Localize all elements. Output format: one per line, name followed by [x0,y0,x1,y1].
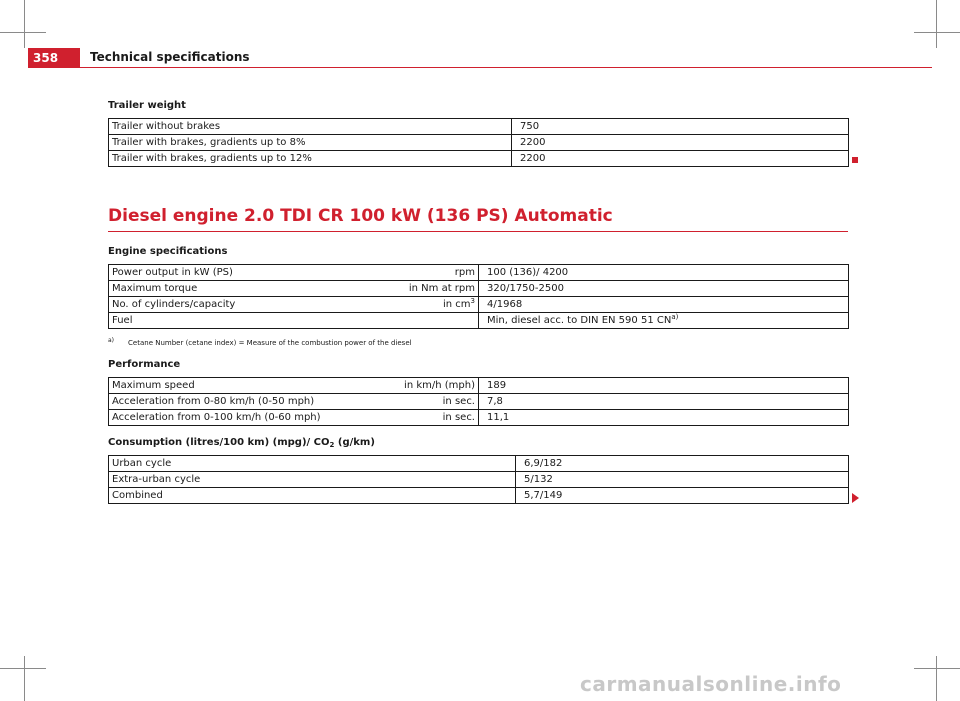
row-name: Fuel [112,315,133,326]
row-value: 7,8 [479,394,849,410]
trailer-weight-table [108,118,849,167]
row-value: 11,1 [479,410,849,426]
engine-heading: Diesel engine 2.0 TDI CR 100 kW (136 PS) Automatic [108,206,613,226]
table-row [109,472,849,488]
engine-specifications-table [108,264,849,329]
table-row [109,410,849,426]
table-row [109,394,849,410]
table-row [109,151,849,167]
trailer-weight-label: Trailer weight [108,100,186,111]
page-header-title: Technical specifications [90,50,250,64]
table-row [109,313,849,329]
row-value: 750 [512,119,849,135]
section-end-marker [852,157,858,163]
crop-mark [914,32,960,33]
row-name: Trailer with brakes, gradients up to 8% [109,135,512,151]
crop-mark [936,656,937,701]
table-row [109,488,849,504]
row-name: Urban cycle [109,456,516,472]
row-unit: in Nm at rpm [408,283,475,294]
row-name: Maximum speed [112,380,195,391]
row-name: Extra-urban cycle [109,472,516,488]
row-name: No. of cylinders/capacity [112,299,236,310]
crop-mark [24,656,25,701]
table-row [109,378,849,394]
consumption-label [108,437,375,448]
table-row [109,135,849,151]
crop-mark [0,32,46,33]
footnote [108,337,412,347]
row-value: 5/132 [516,472,849,488]
crop-mark [936,0,937,48]
footnote-reference: a) [671,313,679,321]
row-value: 320/1750-2500 [479,281,849,297]
row-value: 189 [479,378,849,394]
row-value: 2200 [512,135,849,151]
row-name: Maximum torque [112,283,198,294]
page-number: 358 [28,48,80,68]
row-unit: in sec. [442,396,475,407]
crop-mark [914,668,960,669]
row-value: 6,9/182 [516,456,849,472]
table-row [109,119,849,135]
row-name: Trailer with brakes, gradients up to 12% [109,151,512,167]
unit-superscript: 3 [470,297,475,305]
watermark: carmanualsonline.info [580,672,842,696]
co2-subscript: 2 [329,441,335,449]
row-unit: in sec. [442,412,475,423]
row-value: 4/1968 [479,297,849,313]
row-name: Combined [109,488,516,504]
consumption-label-unit: (g/km) [334,437,375,448]
performance-label: Performance [108,359,181,370]
row-value: 2200 [512,151,849,167]
row-name: Acceleration from 0-80 km/h (0-50 mph) [112,396,315,407]
crop-mark [24,0,25,48]
performance-table [108,377,849,426]
table-row [109,456,849,472]
row-value: Min, diesel acc. to DIN EN 590 51 CN [487,315,672,326]
table-row [109,265,849,281]
row-unit: rpm [454,267,475,278]
header-divider [28,67,932,68]
row-value: 5,7/149 [516,488,849,504]
crop-mark [0,668,46,669]
continue-arrow-icon [852,493,859,503]
table-row [109,281,849,297]
engine-specifications-label: Engine specifications [108,246,228,257]
footnote-mark: a) [108,337,115,344]
table-row [109,297,849,313]
row-unit: in km/h (mph) [404,380,475,391]
heading-divider [108,231,848,232]
consumption-table [108,455,849,504]
row-name: Trailer without brakes [109,119,512,135]
row-unit: in cm [442,299,471,310]
row-value: 100 (136)/ 4200 [479,265,849,281]
consumption-label-text: Consumption (litres/100 km) (mpg)/ CO [108,437,330,448]
row-name: Acceleration from 0-100 km/h (0-60 mph) [112,412,321,423]
row-name: Power output in kW (PS) [112,267,233,278]
footnote-text: Cetane Number (cetane index) = Measure of the combustion power of the diesel [128,339,412,347]
